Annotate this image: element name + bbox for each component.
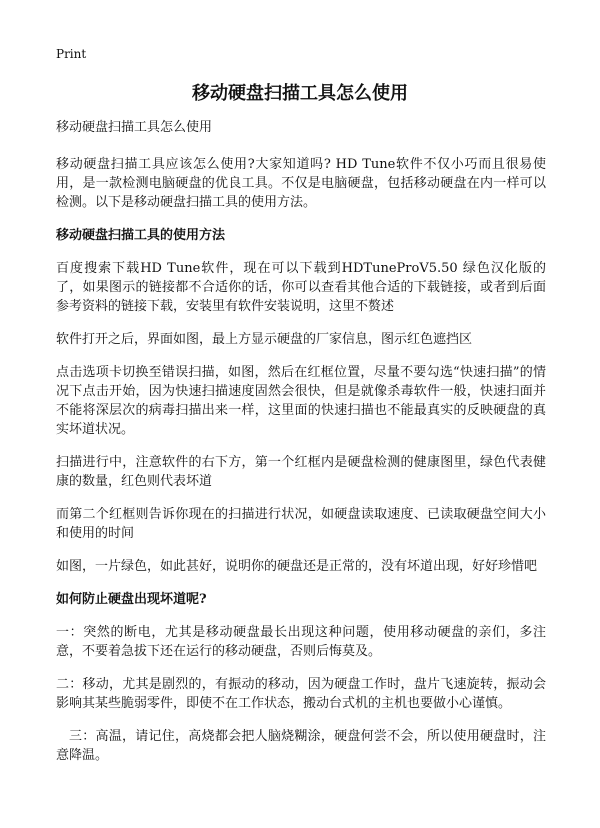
page-title: 移动硬盘扫描工具怎么使用 xyxy=(192,83,408,104)
intro-paragraph: 移动硬盘扫描工具应该怎么使用?大家知道吗? HD Tune软件不仅小巧而且很易使用，是一款检测电脑硬盘的优良工具。不仅是电脑硬盘，包括移动硬盘在内一样可以检测。以下是移动硬盘扫描工具的使用方法。 xyxy=(56,157,546,210)
paragraph: 扫描进行中，注意软件的右下方，第一个红框内是硬盘检测的健康图里，绿色代表健康的数量，红色则代表坏道 xyxy=(56,455,546,489)
paragraph: 一：突然的断电，尤其是移动硬盘最长出现这种问题，使用移动硬盘的亲们，多注意，不要着急拔下还在运行的移动硬盘，否则后悔莫及。 xyxy=(56,625,546,659)
section-heading-usage: 移动硬盘扫描工具的使用方法 xyxy=(56,228,226,243)
paragraph: 二：移动，尤其是剧烈的，有振动的移动，因为硬盘工作时，盘片飞速旋转，振动会影响其某些脆弱零件，即使不在工作状态，搬动台式机的主机也要做小心谨慎。 xyxy=(56,677,546,711)
paragraph: 如图，一片绿色，如此甚好，说明你的硬盘还是正常的，没有坏道出现，好好珍惜吧 xyxy=(56,559,538,574)
paragraph: 而第二个红框则告诉你现在的扫描进行状况，如硬盘读取速度、已读取硬盘空间大小和使用的时间 xyxy=(56,507,546,541)
section-heading-prevention: 如何防止硬盘出现坏道呢? xyxy=(56,592,207,607)
paragraph: 三：高温，请记住，高烧都会把人脑烧糊涂，硬盘何尝不会，所以使用硬盘时，注意降温。 xyxy=(56,729,546,763)
print-link[interactable]: Print xyxy=(56,47,87,61)
paragraph: 百度搜索下载HD Tune软件，现在可以下载到HDTuneProV5.50 绿色汉化版的了，如果图示的链接都不合适你的话，你可以查看其他合适的下载链接，或者到后面参考资料的链接下载，安装里有软件安装说明，这里不赘述 xyxy=(56,261,546,314)
paragraph: 软件打开之后，界面如图，最上方显示硬盘的厂家信息，图示红色遮挡区 xyxy=(56,332,473,347)
article-subtitle: 移动硬盘扫描工具怎么使用 xyxy=(56,120,213,135)
paragraph: 点击选项卡切换至错误扫描，如图，然后在红框位置，尽量不要勾选“快速扫描”的情况下点击开始，因为快速扫描速度固然会很快，但是就像杀毒软件一般，快速扫面并不能将深层次的病毒扫描出来一样，这里面的快速扫描也不能最真实的反映硬盘的真实坏道状况。 xyxy=(56,365,546,437)
article-body xyxy=(56,118,546,779)
